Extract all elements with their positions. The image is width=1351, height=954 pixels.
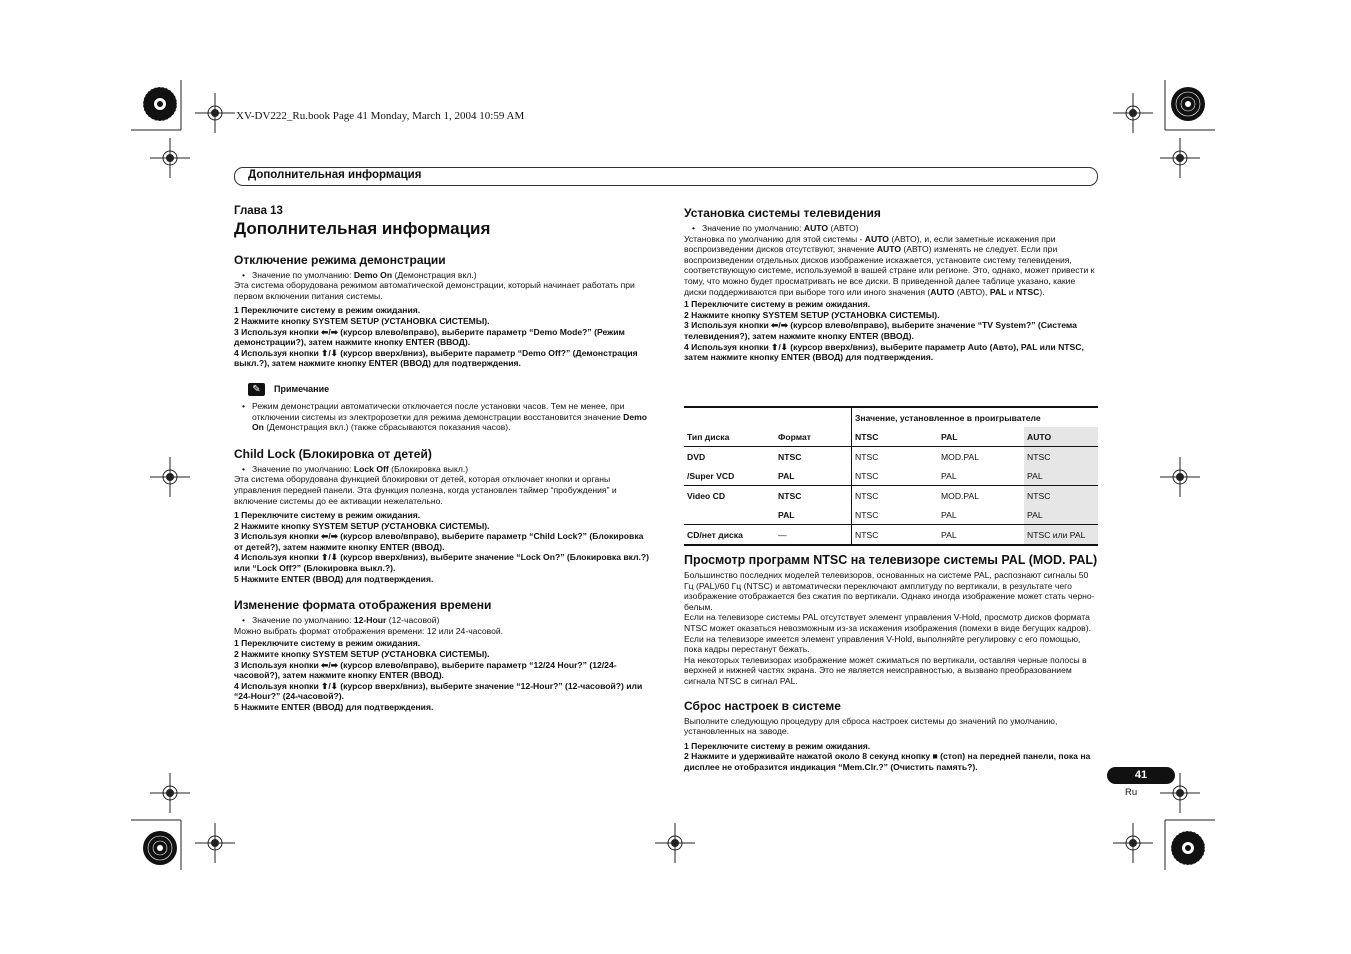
demo-step-4: 4 Используя кнопки ⬆/⬇ (курсор вверх/вниз), выберите параметр “Demo Off?” (Демонстрация выкл.?), затем нажмите кнопку ENTER (ВВОД) для подтверждения. bbox=[234, 347, 638, 369]
timefmt-desc: Можно выбрать формат отображения времени: 12 или 24-часовой. bbox=[234, 625, 504, 636]
table-header-type: Тип диска bbox=[687, 431, 730, 442]
modpal-p2: Если на телевизоре системы PAL отсутствует элемент управления V-Hold, просмотр дисков формата NTSC может оказаться невозможным из-за искажения изображения (помехи в виде бегущих кадров). Если на телевизоре имеется элемент управления V-Hold, выполняйте регулировку с его помощью, пока кадры перестанут бежать. bbox=[684, 612, 1091, 655]
modpal-heading: Просмотр программ NTSC на телевизоре системы PAL (MOD. PAL) bbox=[684, 553, 1098, 567]
table-row: CD/нет диска — NTSC PAL NTSC или PAL bbox=[684, 525, 1098, 546]
timefmt-step-5: 5 Нажмите ENTER (ВВОД) для подтверждения. bbox=[234, 702, 434, 712]
childlock-default: • Значение по умолчанию: Lock Off (Блокировка выкл.) bbox=[234, 464, 650, 475]
demo-default: • Значение по умолчанию: Demo On (Демонстрация вкл.) bbox=[234, 270, 650, 281]
tv-step-3: 3 Используя кнопки ⬅/➡ (курсор влево/вправо), выберите значение “TV System?” (Система телевидения?), затем нажмите кнопку ENTER (ВВОД). bbox=[684, 320, 1077, 341]
table-row: /Super VCD PAL NTSC PAL PAL bbox=[684, 466, 1098, 486]
table-header-format: Формат bbox=[775, 427, 852, 447]
book-imprint: XV-DV222_Ru.book Page 41 Monday, March 1, 2004 10:59 AM bbox=[236, 110, 525, 122]
table-header-pal: PAL bbox=[941, 431, 958, 442]
childlock-step-3: 3 Используя кнопки ⬅/➡ (курсор влево/вправо), выберите параметр “Child Lock?” (Блокировка от детей?), затем нажмите кнопку ENTER (ВВОД). bbox=[234, 531, 644, 552]
table-header-ntsc: NTSC bbox=[855, 431, 879, 442]
header-title: Дополнительная информация bbox=[248, 169, 422, 181]
demo-step-2: 2 Нажмите кнопку SYSTEM SETUP (УСТАНОВКА СИСТЕМЫ). bbox=[234, 315, 490, 326]
demo-step-1: 1 Переключите систему в режим ожидания. bbox=[234, 305, 421, 316]
timefmt-step-4: 4 Используя кнопки ⬆/⬇ (курсор вверх/вниз), выберите значение “12-Hour?” (12-часовой?) или “24-Hour?” (24-часовой?). bbox=[234, 680, 643, 702]
demo-step-3: 3 Используя кнопки ⬅/➡ (курсор влево/вправо), выберите параметр “Demo Mode?” (Режим демонстрации?), затем нажмите кнопку ENTER (ВВОД). bbox=[234, 326, 625, 348]
right-column-bottom bbox=[684, 553, 1098, 773]
tv-step-1: 1 Переключите систему в режим ожидания. bbox=[684, 299, 871, 310]
childlock-step-2: 2 Нажмите кнопку SYSTEM SETUP (УСТАНОВКА СИСТЕМЫ). bbox=[234, 520, 490, 531]
right-column-top bbox=[684, 206, 1098, 363]
childlock-step-1: 1 Переключите систему в режим ожидания. bbox=[234, 510, 421, 521]
pencil-note-icon: ✎ bbox=[248, 383, 265, 396]
tv-step-2: 2 Нажмите кнопку SYSTEM SETUP (УСТАНОВКА СИСТЕМЫ). bbox=[684, 309, 940, 320]
demo-desc: Эта система оборудована режимом автоматической демонстрации, который начинает работать при первом включении питания системы. bbox=[234, 280, 635, 301]
chapter-label: Глава 13 bbox=[234, 205, 283, 217]
modpal-p3: На некоторых телевизорах изображение может сжиматься по вертикали, оставляя черные полосы в верхней и нижней частях экрана. Это не является неисправностью, а вызвано преобразованием сигнала NTSC в сигнал PAL. bbox=[684, 654, 1087, 686]
tv-heading: Установка системы телевидения bbox=[684, 206, 881, 220]
left-column bbox=[234, 206, 650, 713]
page-language: Ru bbox=[1125, 787, 1138, 798]
timefmt-step-1: 1 Переключите систему в режим ожидания. bbox=[234, 638, 421, 649]
tv-default: • Значение по умолчанию: AUTO (АВТО) bbox=[684, 223, 1098, 234]
note-header: ✎ Примечание bbox=[234, 383, 650, 396]
reset-step-2: 2 Нажмите и удерживайте нажатой около 8 секунд кнопку ■ (стоп) на передней панели, пока на дисплее не отобразится индикация “Mem.Clr.?” (Очистить память?). bbox=[684, 751, 1091, 772]
modpal-p1: Большинство последних моделей телевизоров, основанных на системе PAL, распознают сигналы 50 Гц (PAL)/60 Гц (NTSC) и автоматически переключают амплитуду по вертикали, в результате чего изображение отображается без сжатия по вертикали. Однако иногда изображение может стать черно-белым. bbox=[684, 570, 1095, 612]
timefmt-step-3: 3 Используя кнопки ⬅/➡ (курсор влево/вправо), выберите параметр “12/24 Hour?” (12/24-часовой?), затем нажмите кнопку ENTER (ВВОД). bbox=[234, 659, 617, 681]
table-header-auto: AUTO bbox=[1024, 427, 1098, 447]
page-title: Дополнительная информация bbox=[234, 218, 491, 238]
reset-desc: Выполните следующую процедуру для сброса настроек системы до значений по умолчанию, установленных на заводе. bbox=[684, 715, 1058, 737]
reset-step-1: 1 Переключите систему в режим ожидания. bbox=[684, 740, 871, 751]
tv-step-4: 4 Используя кнопки ⬆/⬇ (курсор вверх/вниз), выберите параметр Auto (Авто), PAL или NTSC, затем нажмите кнопку ENTER (ВВОД) для подтверждения. bbox=[684, 341, 1084, 363]
childlock-step-4: 4 Используя кнопки ⬆/⬇ (курсор вверх/вниз), выберите значение “Lock On?” (Блокировка вкл.?) или “Lock Off?” (Блокировка выкл.?). bbox=[234, 552, 650, 574]
childlock-desc: Эта система оборудована функцией блокировки от детей, которая отключает кнопки и органы управления передней панели. Эта функция полезна, когда установлен таймер “пробуждения” и включение системы до ее активации нежелательно. bbox=[234, 474, 617, 506]
reset-heading: Сброс настроек в системе bbox=[684, 698, 841, 713]
tv-desc: Установка по умолчанию для этой системы - AUTO (АВТО), и, если заметные искажения при воспроизведении дисков отсутствуют, значение AUTO (АВТО) изменять не следует. Если при воспроизведении отдельных дисков изображение искажается, установите систему телевидения, соответствующую системе, используемой в вашей стране или регионе. Это, однако, может привести к тому, что можно будет просматривать не все диски. В приведенной далее таблице указано, какие диски поддерживаются при выборе того или иного значения (AUTO (АВТО), PAL и NTSC). bbox=[684, 233, 1095, 297]
childlock-heading: Child Lock (Блокировка от детей) bbox=[234, 446, 432, 461]
note-text: • Режим демонстрации автоматически отключается после установки часов. Тем не менее, при отключении системы из электророзетки для режима демонстрации восстановится значение Demo On (Демонстрация вкл.) (также сбрасываются показания часов). bbox=[234, 401, 650, 433]
table-row: DVD NTSC NTSC MOD.PAL NTSC bbox=[684, 447, 1098, 467]
table-group-header: Значение, установленное в проигрывателе bbox=[855, 412, 1041, 423]
table-row: PAL NTSC PAL PAL bbox=[684, 505, 1098, 525]
childlock-step-5: 5 Нажмите ENTER (ВВОД) для подтверждения. bbox=[234, 573, 434, 584]
tv-system-table bbox=[684, 406, 1098, 546]
timefmt-step-2: 2 Нажмите кнопку SYSTEM SETUP (УСТАНОВКА СИСТЕМЫ). bbox=[234, 649, 490, 660]
table-row: Video CD NTSC NTSC MOD.PAL NTSC bbox=[684, 486, 1098, 506]
demo-heading: Отключение режима демонстрации bbox=[234, 252, 446, 267]
timefmt-heading: Изменение формата отображения времени bbox=[234, 598, 492, 613]
timefmt-default: • Значение по умолчанию: 12-Hour (12-часовой) bbox=[234, 615, 650, 626]
page-number: 41 bbox=[1107, 767, 1175, 784]
